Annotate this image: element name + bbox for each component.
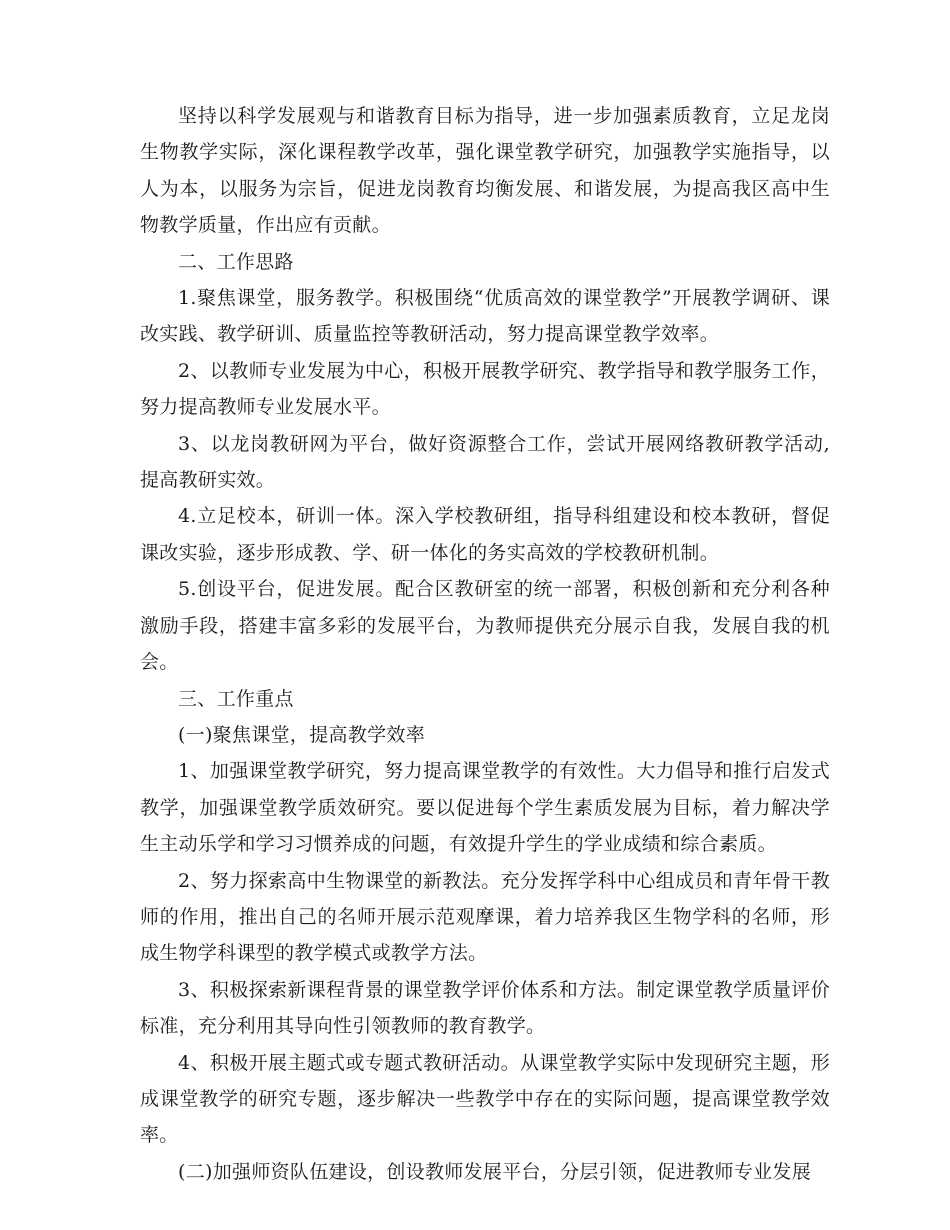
paragraph-focus-4: 4、积极开展主题式或专题式教研活动。从课堂教学实际中发现研究主题，形成课堂教学的研究专题，逐步解决一些教学中存在的实际问题，提高课堂教学效率。 [140,1051,830,1147]
paragraph-idea-4: 4.立足校本，研训一体。深入学校教研组，指导科组建设和校本教研，督促课改实验，逐步形成教、学、研一体化的务实高效的学校教研机制。 [140,505,830,564]
paragraph-idea-1: 1.聚焦课堂，服务教学。积极围绕“优质高效的课堂教学”开展教学调研、课改实践、教学研训、质量监控等教研活动，努力提高课堂教学效率。 [140,287,830,346]
paragraph-focus-1: 1、加强课堂教学研究，努力提高课堂教学的有效性。大力倡导和推行启发式教学，加强课堂教学质效研究。要以促进每个学生素质发展为目标，着力解决学生主动乐学和学习习惯养成的问题，有效提升学生的学业成绩和综合素质。 [140,760,830,856]
paragraph-idea-3: 3、以龙岗教研网为平台，做好资源整合工作，尝试开展网络教研教学活动,提高教研实效。 [140,432,830,492]
section-heading-work-focus: 三、工作重点 [178,687,294,710]
paragraph-focus-3: 3、积极探索新课程背景的课堂教学评价体系和方法。制定课堂教学质量评价标准，充分利用其导向性引领教师的教育教学。 [140,978,830,1038]
paragraph-idea-2: 2、以教师专业发展为中心，积极开展教学研究、教学指导和教学服务工作，努力提高教师专业发展水平。 [140,359,830,419]
paragraph-idea-5: 5.创设平台，促进发展。配合区教研室的统一部署，积极创新和充分利各种激励手段，搭建丰富多彩的发展平台，为教师提供充分展示自我，发展自我的机会。 [140,578,830,674]
document-body [140,98,830,1190]
paragraph-focus-2: 2、努力探索高中生物课堂的新教法。充分发挥学科中心组成员和青年骨干教师的作用，推出自己的名师开展示范观摩课，着力培养我区生物学科的名师，形成生物学科课型的教学模式或教学方法。 [140,869,830,965]
subheading-focus-classroom: (一)聚焦课堂，提高教学效率 [178,723,426,746]
section-heading-work-ideas: 二、工作思路 [178,250,294,273]
intro-paragraph: 坚持以科学发展观与和谐教育目标为指导，进一步加强素质教育，立足龙岗生物教学实际，深化课程教学改革，强化课堂教学研究，加强教学实施指导，以人为本，以服务为宗旨，促进龙岗教育均衡发展、和谐发展，为提高我区高中生物教学质量，作出应有贡献。 [140,105,830,237]
subheading-teacher-development: (二)加强师资队伍建设，创设教师发展平台，分层引领，促进教师专业发展 [178,1160,812,1183]
